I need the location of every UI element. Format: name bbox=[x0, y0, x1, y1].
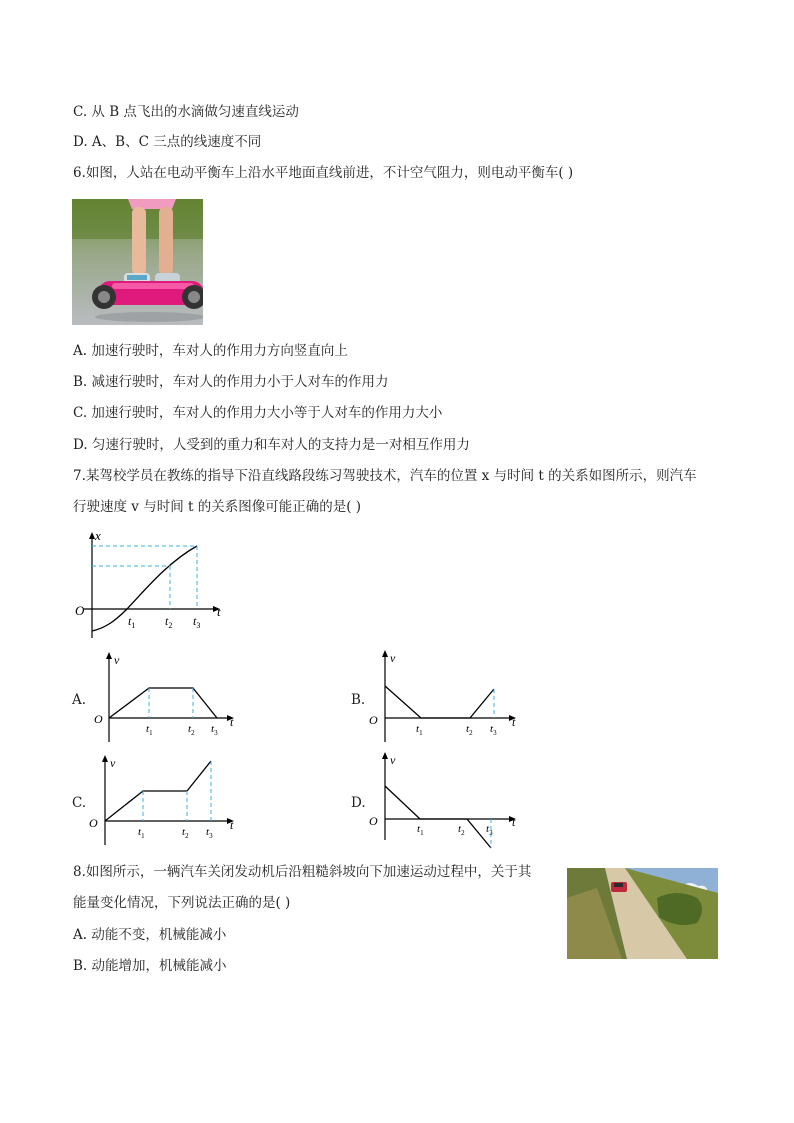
svg-text:t: t bbox=[230, 715, 234, 729]
svg-text:O: O bbox=[89, 816, 98, 830]
q7-label-c: C. bbox=[72, 795, 87, 811]
graph-a-line bbox=[109, 688, 217, 718]
q8-stem-line2: 能量变化情况，下列说法正确的是( ) bbox=[73, 895, 291, 911]
x-t-graph bbox=[70, 530, 230, 640]
x-label: x bbox=[95, 530, 101, 543]
q7-label-b: B. bbox=[351, 692, 366, 708]
svg-text:t2: $t_2$ bbox=[188, 723, 195, 737]
graph-b-line bbox=[385, 686, 494, 718]
q6-option-a: A. 加速行驶时，车对人的作用力方向竖直向上 bbox=[73, 343, 348, 359]
q8-option-b: B. 动能增加，机械能减小 bbox=[73, 958, 227, 974]
svg-text:t3: $t_3$ bbox=[490, 723, 497, 737]
svg-text:t2: $t_2$ bbox=[458, 823, 465, 837]
q7-stem-line2: 行驶速度 v 与时间 t 的关系图像可能正确的是( ) bbox=[73, 499, 362, 515]
graph-d-line bbox=[385, 786, 491, 848]
q8-stem-line1: 8.如图所示，一辆汽车关闭发动机后沿粗糙斜坡向下加速运动过程中，关于其 bbox=[73, 864, 532, 880]
svg-text:t3: $t_3$ bbox=[206, 826, 213, 840]
svg-text:O: O bbox=[369, 713, 378, 727]
q6-stem: 6.如图，人站在电动平衡车上沿水平地面直线前进，不计空气阻力，则电动平衡车( ) bbox=[73, 165, 574, 181]
q8-option-a: A. 动能不变，机械能减小 bbox=[73, 927, 227, 943]
q6-option-d: D. 匀速行驶时，人受到的重力和车对人的支持力是一对相互作用力 bbox=[73, 437, 470, 453]
q5-option-d: D. A、B、C 三点的线速度不同 bbox=[73, 134, 262, 150]
svg-text:t1: $t_1$ bbox=[416, 723, 423, 737]
svg-text:t3: $t_3$ bbox=[486, 823, 493, 837]
svg-text:t1: $t_1$ bbox=[146, 723, 153, 737]
t2-label: $t_2$ bbox=[165, 614, 173, 630]
q7-label-a: A. bbox=[72, 692, 87, 708]
q7-label-d: D. bbox=[351, 795, 366, 811]
svg-text:t2: $t_2$ bbox=[182, 826, 189, 840]
svg-text:v: v bbox=[390, 651, 396, 665]
svg-text:t: t bbox=[512, 815, 516, 829]
x-t-curve bbox=[92, 546, 197, 631]
slope-car-photo bbox=[567, 868, 718, 959]
svg-text:v: v bbox=[114, 653, 120, 667]
graph-b bbox=[366, 648, 526, 745]
svg-text:v: v bbox=[110, 756, 116, 770]
graph-a bbox=[90, 650, 240, 745]
q6-option-b: B. 减速行驶时，车对人的作用力小于人对车的作用力 bbox=[73, 374, 389, 390]
t1-label: $t_1$ bbox=[128, 614, 136, 630]
svg-text:t2: $t_2$ bbox=[466, 723, 473, 737]
t3-label: $t_3$ bbox=[193, 614, 201, 630]
svg-text:t1: $t_1$ bbox=[138, 826, 145, 840]
q7-stem-line1: 7.某驾校学员在教练的指导下沿直线路段练习驾驶技术，汽车的位置 x 与时间 t 的关系如图所示，则汽车 bbox=[73, 468, 697, 484]
svg-text:t: t bbox=[230, 818, 234, 832]
origin-label: O bbox=[75, 603, 85, 618]
svg-text:O: O bbox=[369, 814, 378, 828]
svg-text:t1: $t_1$ bbox=[417, 823, 424, 837]
graph-c bbox=[86, 753, 246, 848]
q6-option-c: C. 加速行驶时，车对人的作用力大小等于人对车的作用力大小 bbox=[73, 405, 443, 421]
svg-text:v: v bbox=[390, 753, 396, 767]
graph-c-line bbox=[105, 761, 211, 821]
q5-option-c: C. 从 B 点飞出的水滴做匀速直线运动 bbox=[73, 104, 299, 120]
graph-d bbox=[366, 750, 526, 852]
svg-text:t3: $t_3$ bbox=[211, 723, 218, 737]
svg-text:O: O bbox=[94, 712, 103, 726]
t-label: t bbox=[217, 604, 221, 619]
svg-text:t: t bbox=[512, 715, 516, 729]
hoverboard-photo bbox=[72, 199, 203, 325]
